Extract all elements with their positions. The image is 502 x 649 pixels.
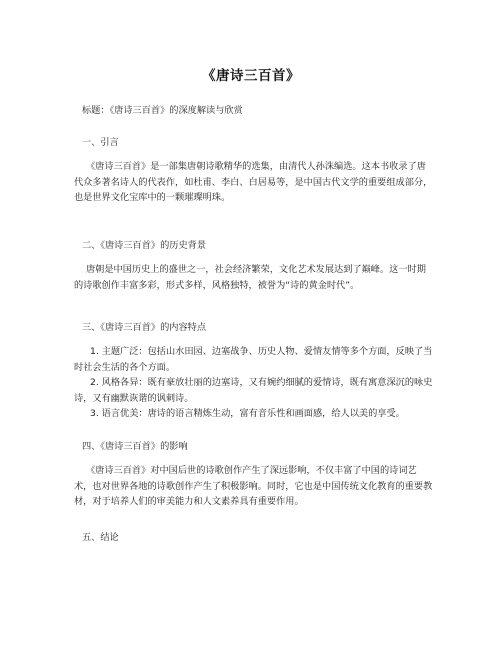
section-paragraph-intro-text: 《唐诗三百首》是一部集唐朝诗歌精华的选集，由清代人孙洙编选。这本书收录了唐代众多著名诗人的代表作，如杜甫、李白、白居易等，是中国古代文学的重要组成部分，也是世界文化宝库中的一颗璀璨明珠。 [74,161,433,203]
section-heading-history: 二、《唐诗三百首》的历史背景 [82,240,207,251]
list-item-language [74,406,434,422]
list-item-language-text: 3. 语言优美：唐诗的语言精炼生动，富有音乐性和画面感，给人以美的享受。 [90,408,405,419]
section-heading-intro: 一、引言 [82,137,119,148]
section-paragraph-history-text: 唐朝是中国历史上的盛世之一，社会经济繁荣，文化艺术发展达到了巅峰。这一时期的诗歌创作丰富多彩，形式多样，风格独特，被誉为“诗的黄金时代”。 [74,264,426,291]
section-paragraph-history [74,262,434,293]
section-heading-conclusion: 五、结论 [82,532,119,543]
document-subtitle: 标题：《唐诗三百首》的深度解读与欣赏 [82,105,243,116]
list-item-theme-text: 1. 主题广泛：包括山水田园、边塞战争、历史人物、爱情友情等多个方面，反映了当时社会生活的各个方面。 [74,346,433,373]
section-paragraph-influence [74,463,434,510]
list-item-theme [74,344,434,375]
list-item-style-text: 2. 风格各异：既有豪放壮丽的边塞诗，又有婉约细腻的爱情诗，既有寓意深沉的咏史诗，又有幽默诙谐的讽刺诗。 [74,377,433,404]
list-item-style [74,375,434,406]
section-heading-content: 三、《唐诗三百首》的内容特点 [82,322,207,333]
section-paragraph-intro [74,159,434,206]
section-heading-influence: 四、《唐诗三百首》的影响 [82,441,188,452]
section-paragraph-influence-text: 《唐诗三百首》对中国后世的诗歌创作产生了深远影响，不仅丰富了中国的诗词艺术，也对世界各地的诗歌创作产生了积极影响。同时，它也是中国传统文化教育的重要教材，对于培养人们的审美能力和人文素养具有重要作用。 [74,465,433,507]
document-title: 《唐诗三百首》 [202,68,300,84]
